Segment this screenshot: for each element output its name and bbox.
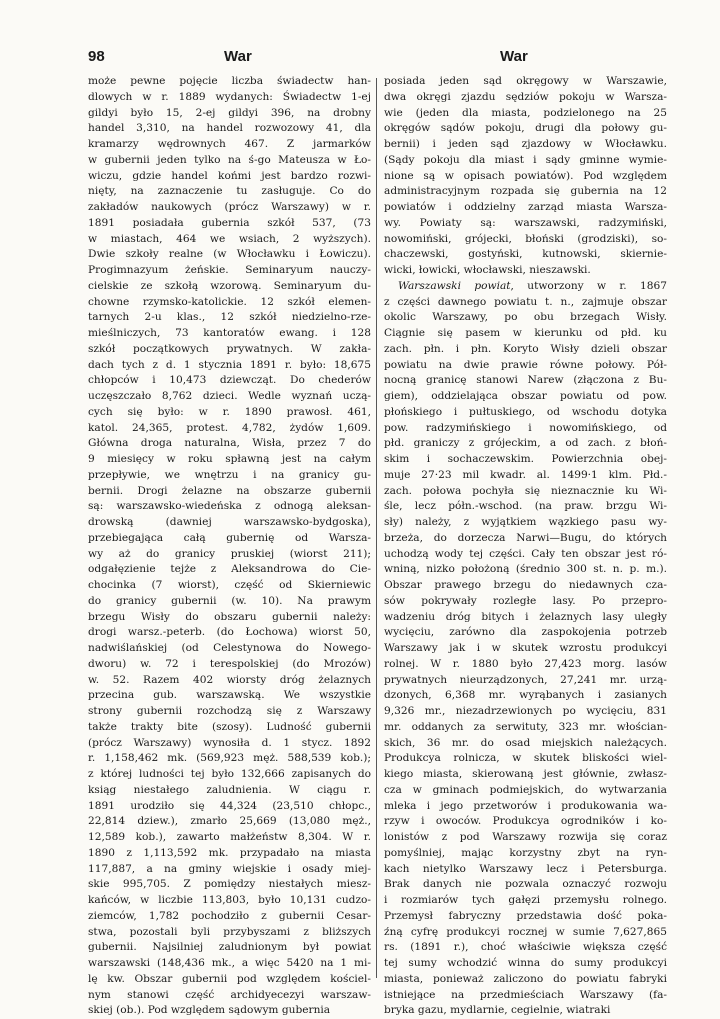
text-line: prywatnych nieurządzonych, 27,241 mr. urzą- xyxy=(384,673,667,686)
text-line: okolic Warszawy, po obu brzegach Wisły. xyxy=(384,311,667,324)
text-line: Dwie szkoły realne (w Włocławku i Łowiczu). xyxy=(88,248,371,261)
text-line: lonistów z pod Warszawy rozwija się coraz xyxy=(384,831,667,843)
text-line: w. 52. Razem 402 wiorsty dróg żelaznych xyxy=(88,673,371,686)
text-line: sły) należy, z wyjątkiem wązkiego pasu wy- xyxy=(384,516,667,528)
text-line: zakładów naukowych (prócz Warszawy) w r. xyxy=(88,201,371,213)
text-line: sów pokrywały rozległe lasy. Po przepro- xyxy=(384,594,667,607)
text-line: 12,589 kob.), zawarto małżeństw 8,304. W r. xyxy=(88,831,371,843)
section-heading: Warszawski powiat xyxy=(398,279,511,292)
text-line: administracyjnym rozpada się gubernia na 12 xyxy=(384,185,667,198)
text-line: chłopców i 10,473 dziewcząt. Do chederów xyxy=(88,374,371,387)
text-line: w miastach, 464 we wsiach, 2 wyższych). xyxy=(88,232,371,245)
text-line: pow. radzymińskiego i nowomińskiego, od xyxy=(384,421,667,434)
text-line: chocinka (7 wiorst), część od Skierniewic xyxy=(88,579,371,591)
text-line: rolnej. W r. 1880 było 27,423 morg. lasów xyxy=(384,657,667,670)
text-line: strony gubernii rozchodzą się z Warszawy xyxy=(88,705,371,717)
text-line: brzeża, do dorzecza Narwi—Bugu, do których xyxy=(384,531,667,544)
text-line: wy aż do granicy pruskiej (wiorst 211); xyxy=(88,547,371,560)
text-line: nadwiślańskiej (od Celestynowa do Nowego- xyxy=(88,642,371,654)
text-line: płońskiego i pułtuskiego, od wschodu dotyka xyxy=(384,405,667,418)
text-line: (prócz Warszawy) wynosiła d. 1 stycz. 1892 xyxy=(88,736,371,749)
text-line: cych się było: w r. 1890 prawosł. 461, xyxy=(88,405,371,418)
text-line: Główna droga naturalna, Wisła, przez 7 do xyxy=(88,437,371,450)
text-line: kach nietylko Warszawy lecz i Petersburga. xyxy=(384,862,667,875)
text-line: Warszawy jak i w skutek wzrostu produkcyi xyxy=(384,642,667,654)
text-line: Warszawski powiat, utworzony w r. 1867 xyxy=(398,279,667,292)
text-line: cielskie ze szkołą wzorową. Seminaryum du- xyxy=(88,279,371,292)
text-line: źną cyfrę produkcyi rocznej w sumie 7,627,865 xyxy=(384,925,667,938)
text-line: zach. połowa pochyła się nieznacznie ku Wi- xyxy=(384,484,667,497)
text-line: powiatu na dwie prawie równe połowy. Pół- xyxy=(384,358,667,371)
text-line: Brak danych nie pozwala oznaczyć rozwoju xyxy=(384,878,667,891)
text-line: wycięciu, zarówno dla zaspokojenia potrzeb xyxy=(384,626,667,639)
text-line: kramarzy wędrownych 467. Z jarmarków xyxy=(88,138,371,150)
text-line: dwa okręgi zjazdu sędziów pokoju w Warsza- xyxy=(384,90,667,103)
text-line: 117,887, a na gminy wiejskie i osady miej- xyxy=(88,862,371,875)
text-line: mieślniczych, 73 kantoratów ewang. i 128 xyxy=(88,327,371,339)
text-line: do granicy gubernii (w. 10). Na prawym xyxy=(88,594,371,607)
text-line: Obszar prawego brzegu do niedawnych cza- xyxy=(384,579,667,591)
text-line: Progimnazyum żeńskie. Seminaryum nauczy- xyxy=(88,264,371,276)
text-line: wie (jeden dla miasta, podzielonego na 25 xyxy=(384,106,667,119)
text-line: są: warszawsko-wiedeńska z odnogą aleksan- xyxy=(88,500,371,513)
text-line: płd. graniczy z grójeckim, a od zach. z błoń- xyxy=(384,437,667,450)
text-line: wadzeniu dróg bitych i żelaznych lasy uległy xyxy=(384,610,667,623)
text-line: dworu) w. 72 i terespolskiej (do Mrozów) xyxy=(88,657,371,670)
text-line: Przemysł fabryczny przedstawia dość poka- xyxy=(384,909,667,922)
text-line: posiada jeden sąd okręgowy w Warszawie, xyxy=(384,75,667,87)
text-line: przecina gub. warszawską. We wszystkie xyxy=(88,689,371,702)
text-line: nowomiński, grójecki, błoński (grodziski), so- xyxy=(384,232,667,245)
text-line: tarnych 2-u klas., 12 szkół niedzielno-rze- xyxy=(88,311,371,324)
text-line: powiatów i oddzielny zarząd miasta Warsza- xyxy=(384,201,667,213)
text-line: giem), oddzielająca obszar powiatu od pow. xyxy=(384,390,667,402)
text-line: wy. Powiaty są: warszawski, radzymiński, xyxy=(384,216,667,229)
text-line: lę kw. Obszar gubernii pod względem kościel- xyxy=(88,972,371,985)
right-running-title: War xyxy=(500,48,528,65)
text-line: 9 miesięcy w roku spławną jest na całym xyxy=(88,453,371,465)
right-text-column xyxy=(384,74,667,1017)
text-line: z części dawnego powiatu t. n., zajmuje obszar xyxy=(384,295,667,308)
left-text-column xyxy=(88,74,371,1017)
text-line: śle, lecz półn.-wschod. (na praw. brzgu Wi- xyxy=(384,500,667,513)
text-line: drogi warsz.-peterb. (do Łochowa) wiorst 50, xyxy=(88,626,371,639)
text-line: skim i sochaczewskim. Powierzchnia obej- xyxy=(384,453,667,465)
text-line: chowne rzymsko-katolickie. 12 szkół elemen- xyxy=(88,295,371,308)
text-line: Produkcya rolnicza, w skutek bliskości wiel- xyxy=(384,752,667,765)
text-line: okręgów sądów pokoju, drugi dla połowy gu- xyxy=(384,122,667,135)
text-line: ksiąg niestałego zaludnienia. W ciągu r. xyxy=(88,783,371,796)
column-divider xyxy=(376,78,377,978)
text-line: chaczewski, gostyński, kutnowski, skiernie- xyxy=(384,248,667,261)
text-line: pomyślniej, mając korzystny zbyt na ryn- xyxy=(384,846,667,859)
text-line: (Sądy pokoju dla miast i sądy gminne wymie- xyxy=(384,153,667,166)
text-line: także trakty bite (szosy). Ludność gubernii xyxy=(88,720,371,733)
text-line: nocną granicę stanowi Narew (złączona z Bu- xyxy=(384,374,667,387)
text-line: z której ludności tej było 132,666 zapisanych do xyxy=(88,768,371,780)
text-line: 1890 z 1,113,592 mk. przypadało na miasta xyxy=(88,846,371,859)
text-line: odgałęzienie tejże z Aleksandrowa do Cie- xyxy=(88,563,371,576)
text-line: mr. oddanych za serwituty, 323 mr. włościan- xyxy=(384,720,667,733)
text-line: wniną, nizko położoną (średnio 300 st. n. p. m.). xyxy=(384,563,667,576)
text-line: przepływie, we wnętrzu i na granicy gu- xyxy=(88,468,371,481)
text-line: skie 995,705. Z pomiędzy niestałych miesz- xyxy=(88,878,371,891)
text-line: Ciągnie się pasem w kierunku od płd. ku xyxy=(384,327,667,339)
text-line: 1891 urodziło się 44,324 (23,510 chłopc., xyxy=(88,799,371,812)
text-line: rzyw i owoców. Produkcya ogrodników i ko- xyxy=(384,815,667,828)
text-line: bryka gazu, mydlarnie, cegielnie, wiatraki xyxy=(384,1004,611,1017)
text-line: istniejące na przedmieściach Warszawy (fa- xyxy=(384,988,667,1001)
text-line: uczęszczało 8,762 dzieci. Wedle wyznań uczą- xyxy=(88,390,371,402)
text-line: w gubernii jeden tylko na ś-go Mateusza w Ło- xyxy=(88,153,371,166)
text-line: dzonych, 6,368 mr. wyrąbanych i zasianych xyxy=(384,689,667,702)
text-line: rs. (1891 r.), choć właściwie większa część xyxy=(384,941,667,954)
text-line: bernii. Drogi żelazne na obszarze gubernii xyxy=(88,484,371,497)
text-line: nym stanowi część archidyecezyi warszaw- xyxy=(88,988,371,1001)
text-line: wicki, łowicki, włocławski, nieszawski. xyxy=(384,264,591,276)
text-line: cza w gminach podmiejskich, do wytwarzania xyxy=(384,783,667,796)
text-line: zach. płn. i płn. Koryto Wisły dzieli obszar xyxy=(384,342,667,355)
text-line: bernii) i jeden sąd zjazdowy w Włocławku. xyxy=(384,138,667,150)
text-line: handel 3,310, na handel rozwozowy 41, dla xyxy=(88,122,371,135)
text-line: dach tych z d. 1 stycznia 1891 r. było: 18,675 xyxy=(88,358,371,371)
page-header xyxy=(88,48,692,68)
text-line: mleka i jego przetworów i produkowania wa- xyxy=(384,799,667,812)
text-line: brzegu Wisły do obszaru gubernii należy: xyxy=(88,610,371,623)
text-line: 9,326 mr., niezadrzewionych po wycięciu, 831 xyxy=(384,705,667,717)
text-line: kiego miasta, skierowaną jest głównie, zwłasz- xyxy=(384,768,667,780)
text-line: drowską (dawniej warszawsko-bydgoska), xyxy=(88,516,371,528)
text-line: warszawski (148,436 mk., a więc 5420 na 1 mi- xyxy=(88,957,371,969)
text-line: 1891 posiadała gubernia szkół 537, (73 xyxy=(88,216,371,229)
text-line: może pewne pojęcie liczba świadectw han- xyxy=(88,75,371,87)
text-line: tej sumy wchodzić winna do sumy produkcyi xyxy=(384,957,667,969)
text-line: stwa, pozostali byli przybyszami z bliższych xyxy=(88,925,371,938)
page-number: 98 xyxy=(88,48,105,65)
text-line: uchodzą wody tej części. Cały ten obszar jest ró- xyxy=(384,547,667,560)
text-line: muje 27·23 mil kwadr. al. 1499·1 klm. Płd.- xyxy=(384,468,667,481)
text-line: wiczu, gdzie handel końmi jest bardzo rozwi- xyxy=(88,169,371,182)
text-line: dlowych w r. 1889 wydanych: Świadectw 1-ej xyxy=(88,90,371,103)
text-line: przebiegająca całą gubernię od Warsza- xyxy=(88,531,371,544)
text-line: i rozmiarów tych gałęzi przemysłu rolnego. xyxy=(384,894,667,906)
text-line: gildyi było 15, 2-ej gildyi 396, na drobny xyxy=(88,106,371,119)
text-line: skich, 36 mr. do osad miejskich należących. xyxy=(384,736,667,749)
text-line: 22,814 dziew.), zmarło 25,669 (13,080 męż., xyxy=(88,815,371,828)
text-line: szkół początkowych prywatnych. W zakła- xyxy=(88,342,371,355)
text-line: nione są w opisach powiatów). Pod względem xyxy=(384,169,667,182)
text-line: r. 1,158,462 mk. (569,923 męż. 588,539 kob.); xyxy=(88,752,371,765)
text-line: skiej (ob.). Pod względem sądowym gubernia xyxy=(88,1004,331,1017)
text-line: katol. 24,365, protest. 4,782, żydów 1,609. xyxy=(88,421,371,434)
left-running-title: War xyxy=(224,48,252,65)
text-line: kańców, w liczbie 113,803, było 10,131 cudzo- xyxy=(88,894,371,906)
text-line: miasta, ponieważ zaliczono do powiatu fabryki xyxy=(384,972,667,985)
text-line: ziemców, 1,782 pochodziło z gubernii Cesar- xyxy=(88,909,371,922)
text-line: nięty, na zaznaczenie tu zasługuje. Co do xyxy=(88,185,371,198)
text-line: gubernii. Najsilniej zaludnionym był powiat xyxy=(88,941,371,954)
